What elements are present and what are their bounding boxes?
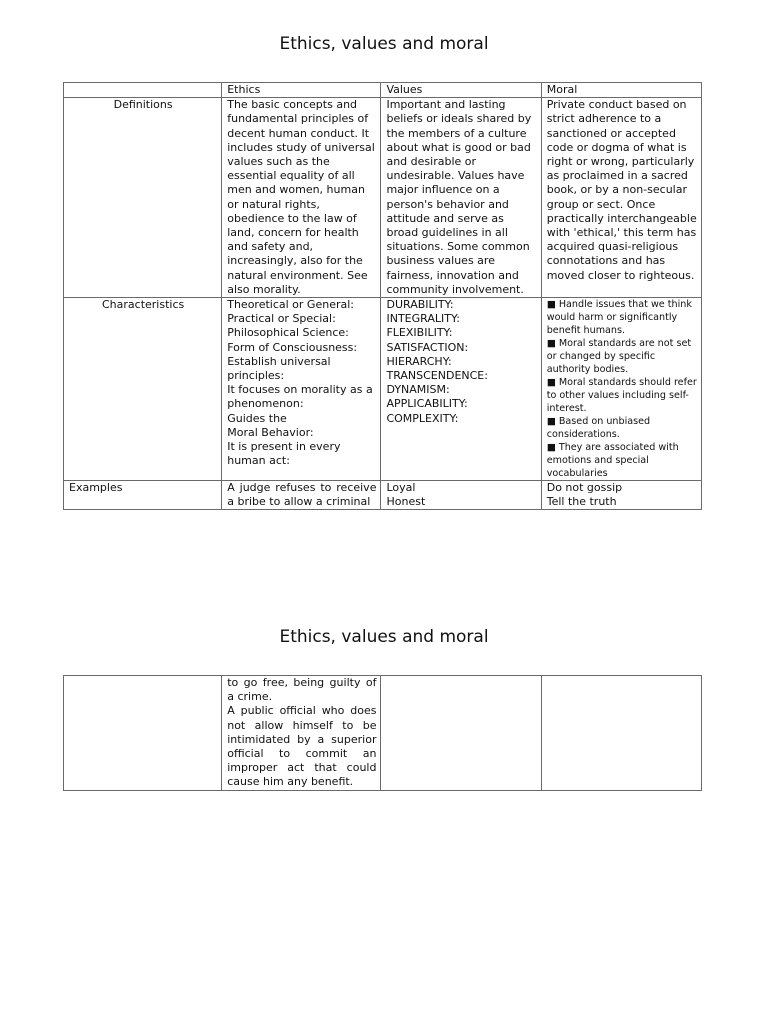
characteristics-values [381, 298, 541, 481]
definitions-ethics: The basic concepts and fundamental principles of decent human conduct. It includes study of universal values such as the essential equality of all men and women, human or natural rights, obedience to the law of land, concern for health and safety and, increasingly, also for the natural environment. See also morality. [222, 98, 381, 298]
header-cell-values: Values [381, 83, 541, 98]
continuation-ethics [222, 676, 381, 791]
characteristics-label: Characteristics [64, 298, 222, 481]
list-item: Establish universal principles: [227, 354, 331, 383]
list-item: Guides the [227, 411, 287, 425]
characteristics-moral [541, 298, 701, 481]
list-item: ■ Handle issues that we think would harm or significantly benefit humans. [546, 299, 692, 337]
list-item: Form of Consciousness: [227, 340, 358, 354]
list-item: ■ Based on unbiased considerations. [546, 416, 651, 441]
header-cell-moral: Moral [541, 83, 701, 98]
examples-values [381, 481, 541, 510]
examples-ethics: A judge refuses to receive a bribe to allow a criminal [222, 481, 381, 510]
list-item: ■ Moral standards are not set or changed by specific authority bodies. [546, 338, 692, 376]
list-item: Tell the truth [546, 495, 617, 509]
list-item: FLEXIBILITY: [386, 326, 453, 340]
list-item: Theoretical or General: [227, 298, 354, 312]
list-item: TRANSCENDENCE: [386, 369, 488, 383]
header-cell-empty [64, 83, 222, 98]
list-item: It focuses on morality as a phenomenon: [227, 383, 373, 411]
page-title: Ethics, values and moral [279, 627, 489, 647]
definitions-label: Definitions [64, 98, 222, 298]
examples-row [64, 481, 702, 510]
page-title: Ethics, values and moral [279, 34, 489, 54]
definitions-row [64, 98, 702, 298]
list-item: ■ They are associated with emotions and special vocabularies [546, 442, 679, 480]
continuation-table [63, 675, 702, 791]
comparison-table [63, 82, 702, 510]
list-item: APPLICABILITY: [386, 397, 468, 411]
continuation-row [64, 676, 702, 791]
paragraph: A public official who does not allow himself to be intimidated by a superior official to commit an improper act that could cause him any benefit. [227, 704, 377, 789]
list-item: DYNAMISM: [386, 383, 450, 397]
list-item: Honest [386, 495, 426, 509]
table-header-row [64, 83, 702, 98]
list-item: Moral Behavior: [227, 425, 314, 439]
continuation-values [381, 676, 541, 791]
header-cell-ethics: Ethics [222, 83, 381, 98]
list-item: Do not gossip [546, 481, 623, 495]
continuation-label [64, 676, 222, 791]
list-item: Loyal [386, 481, 416, 495]
list-item: INTEGRALITY: [386, 312, 460, 326]
definitions-moral: Private conduct based on strict adherence to a sanctioned or accepted code or dogma of what is right or wrong, particularly as proclaimed in a sacred book, or by a non-secular group or sect. Once practically interchangeable with 'ethical,' this term has acquired quasi-religious connotations and has moved closer to righteous. [541, 98, 701, 298]
list-item: It is present in every human act: [227, 440, 341, 468]
examples-moral [541, 481, 701, 510]
examples-label: Examples [64, 481, 222, 510]
list-item: COMPLEXITY: [386, 411, 459, 425]
list-item: DURABILITY: [386, 298, 454, 312]
continuation-moral [541, 676, 701, 791]
paragraph: to go free, being guilty of a crime. [227, 676, 377, 704]
list-item: ■ Moral standards should refer to other values including self-interest. [546, 377, 697, 415]
list-item: Philosophical Science: [227, 326, 349, 340]
list-item: SATISFACTION: [386, 340, 469, 354]
definitions-values: Important and lasting beliefs or ideals shared by the members of a culture about what is good or bad and desirable or undesirable. Values have major influence on a person's behavior and attitude and serve as broad guidelines in all situations. Some common business values are fairness, innovation and community involvement. [381, 98, 541, 298]
list-item: HIERARCHY: [386, 354, 452, 368]
list-item: Practical or Special: [227, 312, 336, 326]
characteristics-row [64, 298, 702, 481]
characteristics-ethics [222, 298, 381, 481]
